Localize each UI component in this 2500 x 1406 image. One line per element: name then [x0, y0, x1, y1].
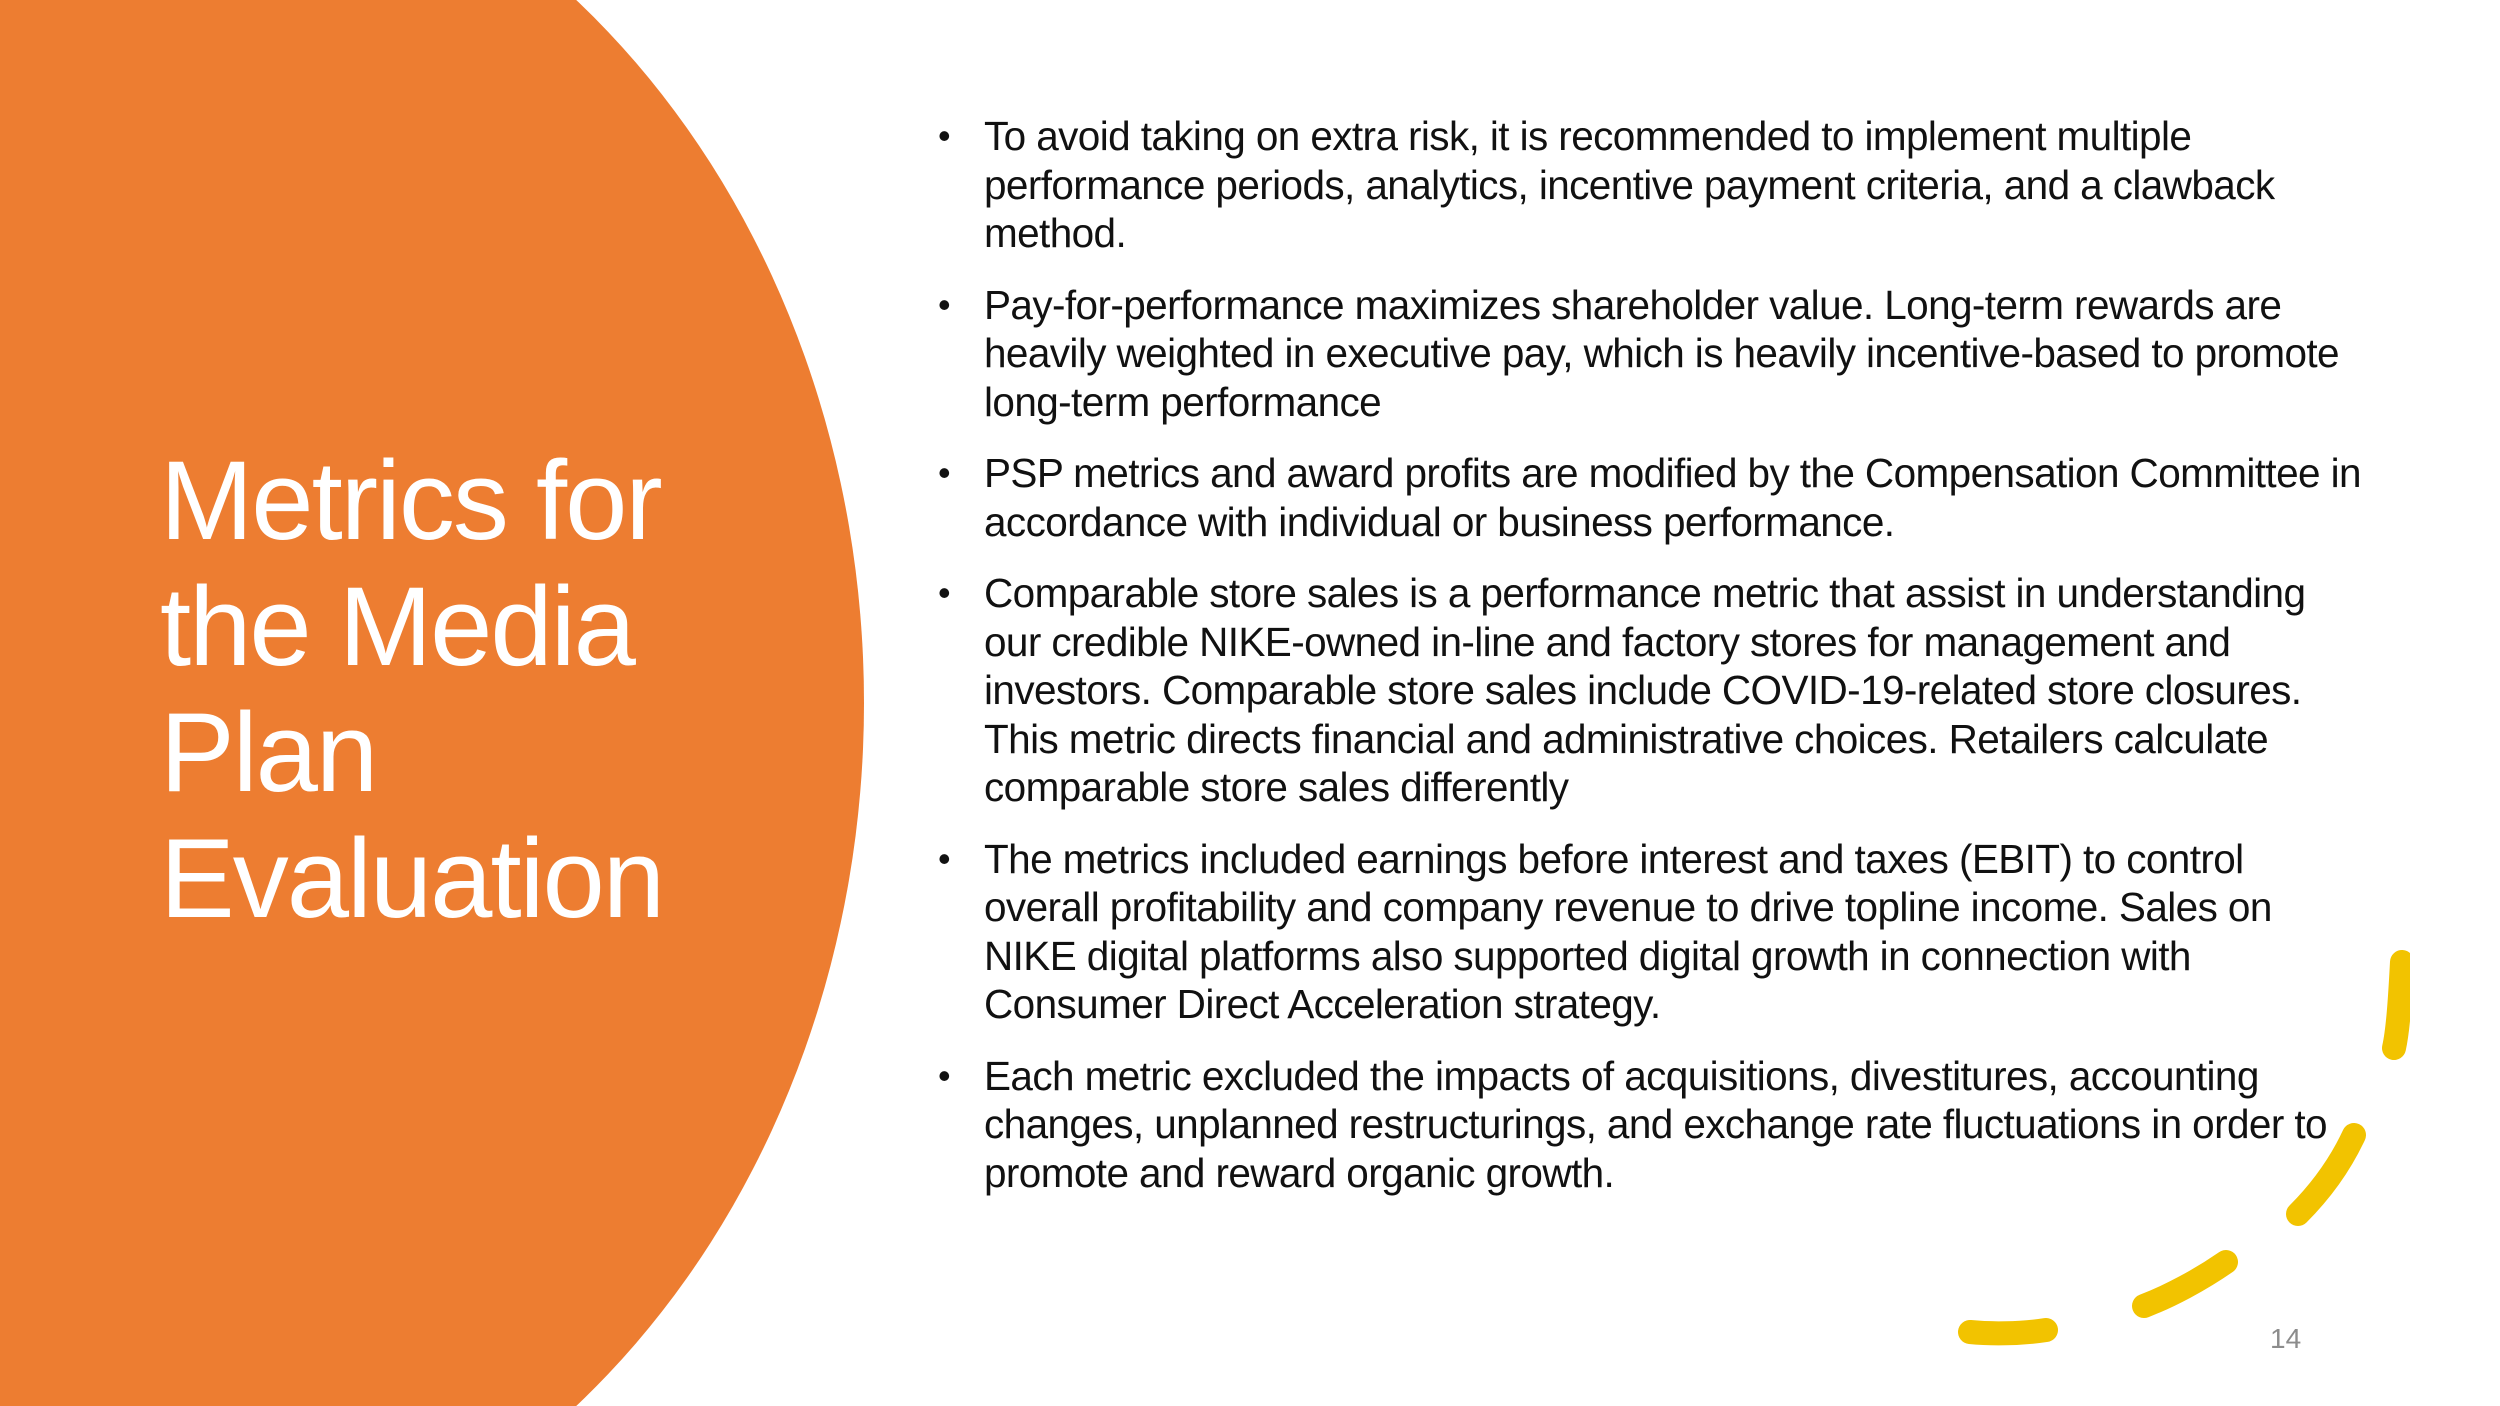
- bullet-dot-icon: •: [938, 115, 951, 156]
- bullet-item: [938, 112, 2368, 258]
- bullet-text: Comparable store sales is a performance metric that assist in understanding our credible NIKE-owned in-line and factory stores for management and investors. Comparable store sales include COVID-19-related store closures. This metric directs financial and administrative choices. Retailers calculate comparable store sales differently: [984, 570, 2306, 810]
- bullet-text: PSP metrics and award profits are modified by the Compensation Committee in accordance with individual or business performance.: [984, 450, 2361, 545]
- bullet-dot-icon: •: [938, 1054, 951, 1096]
- bullet-text: The metrics included earnings before interest and taxes (EBIT) to control overall profitability and company revenue to drive topline income. Sales on NIKE digital platforms also supported digital growth in connection with Consumer Direct Acceleration strategy.: [984, 835, 2272, 1027]
- page-number: 14: [2270, 1323, 2302, 1354]
- bullet-dot-icon: •: [938, 283, 951, 325]
- decor-dash-1: [2394, 962, 2402, 1048]
- decor-dash-4: [1970, 1330, 2046, 1333]
- bullet-text: To avoid taking on extra risk, it is recommended to implement multiple performance periods, analytics, incentive payment criteria, and a clawback method.: [984, 113, 2275, 256]
- decor-dash-2: [2298, 1135, 2354, 1214]
- bullet-item: [938, 281, 2368, 427]
- dashed-curve-decoration: [1930, 930, 2410, 1370]
- bullet-dot-icon: •: [938, 572, 951, 613]
- slide-title: Metrics for the Media Plan Evaluation: [160, 438, 664, 941]
- bullet-item: [938, 569, 2368, 812]
- decor-dash-3: [2144, 1262, 2226, 1306]
- bullet-dot-icon: •: [938, 452, 951, 493]
- bullet-item: [938, 449, 2368, 546]
- bullet-text: Pay-for-performance maximizes shareholder value. Long-term rewards are heavily weighted in executive pay, which is heavily incentive-based to promote long-term performance: [984, 281, 2339, 425]
- bullet-dot-icon: •: [938, 837, 951, 879]
- bullet-text: Each metric excluded the impacts of acquisitions, divestitures, accounting changes, unplanned restructurings, and exchange rate fluctuations in order to promote and reward organic growth.: [984, 1052, 2327, 1196]
